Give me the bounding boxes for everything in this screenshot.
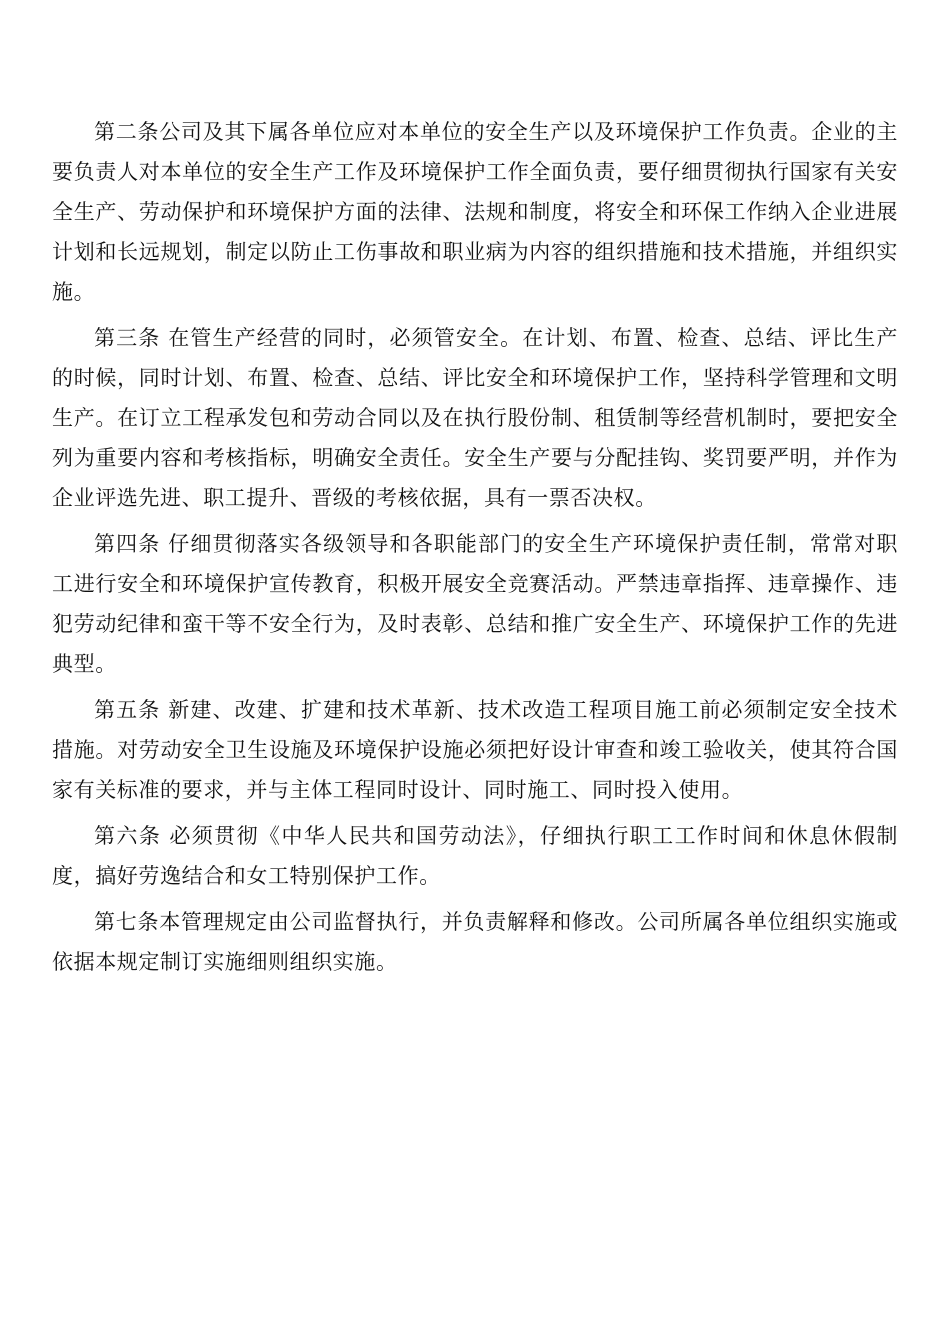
document-body bbox=[52, 112, 898, 988]
paragraph-article-2: 第二条公司及其下属各单位应对本单位的安全生产以及环境保护工作负责。企业的主要负责人对本单位的安全生产工作及环境保护工作全面负责，要仔细贯彻执行国家有关安全生产、劳动保护和环境保护方面的法律、法规和制度，将安全和环保工作纳入企业进展计划和长远规划，制定以防止工伤事故和职业病为内容的组织措施和技术措施，并组织实施。 bbox=[52, 120, 898, 304]
paragraph-article-5: 第五条 新建、改建、扩建和技术革新、技术改造工程项目施工前必须制定安全技术措施。对劳动安全卫生设施及环境保护设施必须把好设计审查和竣工验收关，使其符合国家有关标准的要求，并与主体工程同时设计、同时施工、同时投入使用。 bbox=[52, 698, 898, 802]
paragraph-article-4: 第四条 仔细贯彻落实各级领导和各职能部门的安全生产环境保护责任制，常常对职工进行安全和环境保护宣传教育，积极开展安全竞赛活动。严禁违章指挥、违章操作、违犯劳动纪律和蛮干等不安全行为，及时表彰、总结和推广安全生产、环境保护工作的先进典型。 bbox=[52, 532, 898, 676]
paragraph-article-7: 第七条本管理规定由公司监督执行，并负责解释和修改。公司所属各单位组织实施或依据本规定制订实施细则组织实施。 bbox=[52, 910, 898, 974]
paragraph-article-6: 第六条 必须贯彻《中华人民共和国劳动法》，仔细执行职工工作时间和休息休假制度，搞好劳逸结合和女工特别保护工作。 bbox=[52, 824, 898, 888]
paragraph-article-3: 第三条 在管生产经营的同时，必须管安全。在计划、布置、检查、总结、评比生产的时候，同时计划、布置、检查、总结、评比安全和环境保护工作，坚持科学管理和文明生产。在订立工程承发包和劳动合同以及在执行股份制、租赁制等经营机制时，要把安全列为重要内容和考核指标，明确安全责任。安全生产要与分配挂钩、奖罚要严明，并作为企业评选先进、职工提升、晋级的考核依据，具有一票否决权。 bbox=[52, 326, 898, 510]
